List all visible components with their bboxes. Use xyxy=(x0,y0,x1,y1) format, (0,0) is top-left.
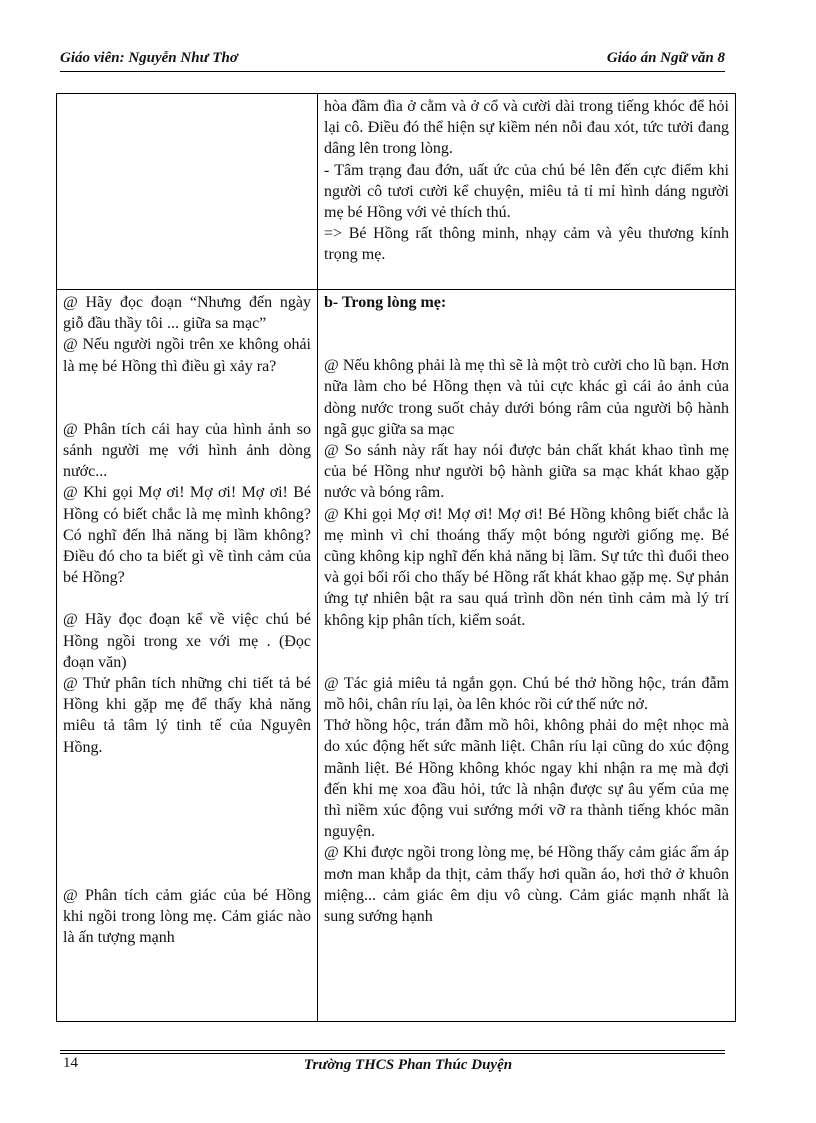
teacher-name: Giáo viên: Nguyễn Như Thơ xyxy=(60,50,238,66)
footer-rule xyxy=(60,1053,725,1054)
page-number: 14 xyxy=(63,1055,78,1071)
row1-left-cell xyxy=(56,93,318,290)
question: @ Phân tích cảm giác của bé Hồng khi ngồi trong lòng mẹ. Cảm giác nào là ấn tượng mạnh xyxy=(63,886,311,947)
page-header xyxy=(60,50,725,68)
answer: @ So sánh này rất hay nói được bản chất khát khao tình mẹ của bé Hồng như người bộ hành giữa sa mạc khát khao gặp nước và bóng râm. xyxy=(324,442,729,502)
lesson-plan-title: Giáo án Ngữ văn 8 xyxy=(606,50,725,66)
questions-column xyxy=(56,289,318,1022)
paragraph: => Bé Hồng rất thông minh, nhạy cảm và yêu thương kính trọng mẹ. xyxy=(324,225,729,264)
answers-column xyxy=(317,289,736,1022)
school-name: Trường THCS Phan Thúc Duyện xyxy=(303,1057,513,1073)
answer: @ Khi gọi Mợ ơi! Mợ ơi! Mợ ơi! Bé Hồng không biết chắc là mẹ mình vì chỉ thoáng thấy một bóng người giống mẹ. Bé cũng không kịp nghĩ đến khả năng bị lầm. Sự tức thì đuổi theo và gọi bối rối cho thấy bé Hồng rất khát khao gặp mẹ. Sự phản ứng tự nhiên bật ra sau quá trình dồn nén tình cảm mà lý trí không kịp phân tích, kiểm soát. xyxy=(324,505,729,629)
question: @ Hãy đọc đoạn “Nhưng đến ngày giỗ đầu thầy tôi ... giữa sa mạc” xyxy=(63,294,311,333)
row1-right-cell xyxy=(317,93,736,290)
answer: @ Nếu không phải là mẹ thì sẽ là một trò cười cho lũ bạn. Hơn nữa làm cho bé Hồng thẹn và tủi cực khác gì cái ảo ảnh của dòng nước trong suốt chảy dưới bóng râm của người bộ hành ngã gục giữa sa mạc xyxy=(324,357,729,438)
answer: Thở hồng hộc, trán đẫm mồ hôi, không phải do mệt nhọc mà do xúc động hết sức mãnh liệt. Chân ríu lại cũng do xúc động mãnh liệt. Bé Hồng không khóc ngay khi nhận ra mẹ mà đợi đến khi mẹ xoa đầu hỏi, tức là nhận được sự âu yếm của mẹ thì niềm xúc động vui sướng mới vỡ ra thành tiếng khóc mãn nguyện. xyxy=(324,717,729,841)
question: @ Phân tích cái hay của hình ảnh so sánh người mẹ với hình ảnh dòng nước... xyxy=(63,420,311,481)
paragraph: - Tâm trạng đau đớn, uất ức của chú bé lên đến cực điểm khi người cô tươi cười kể chuyện, miêu tả tỉ mỉ hình dáng người mẹ bé Hồng với vẻ thích thú. xyxy=(324,161,729,222)
footer-rule xyxy=(60,1050,725,1051)
section-heading: b- Trong lòng mẹ: xyxy=(324,294,447,311)
question: @ Khi gọi Mợ ơi! Mợ ơi! Mợ ơi! Bé Hồng có biết chắc là mẹ mình không? Có nghĩ đến lhả năng bị lầm không? Điều đó cho ta biết gì về tình cảm của bé Hồng? xyxy=(63,484,311,587)
question: @ Thử phân tích những chi tiết tả bé Hồng khi gặp mẹ để thấy khả năng miêu tả tâm lý tinh tế của Nguyên Hồng. xyxy=(63,675,311,756)
paragraph: hòa đầm đìa ở cằm và ở cổ và cười dài trong tiếng khóc để hỏi lại cô. Điều đó thể hiện sự kiềm nén nỗi đau xót, tức tưởi đang dâng lên trong lòng. xyxy=(324,98,729,158)
answer: @ Tác giả miêu tả ngắn gọn. Chú bé thở hồng hộc, trán đẫm mồ hôi, chân ríu lại, òa lên khóc rồi cứ thế nức nở. xyxy=(324,674,729,714)
question: @ Nếu người ngồi trên xe không ohải là mẹ bé Hồng thì điều gì xảy ra? xyxy=(63,336,311,375)
question: @ Hãy đọc đoạn kể về việc chú bé Hồng ngồi trong xe với mẹ . (Đọc đoạn văn) xyxy=(63,611,311,671)
header-rule xyxy=(60,71,725,72)
answer: @ Khi được ngồi trong lòng mẹ, bé Hồng thấy cảm giác ấm áp mơn man khắp da thịt, cảm thấy hơi quần áo, hơi thở ở khuôn miệng... cảm giác êm dịu vô cùng. Cảm giác mạnh nhất là sung sướng hạnh xyxy=(324,844,729,926)
